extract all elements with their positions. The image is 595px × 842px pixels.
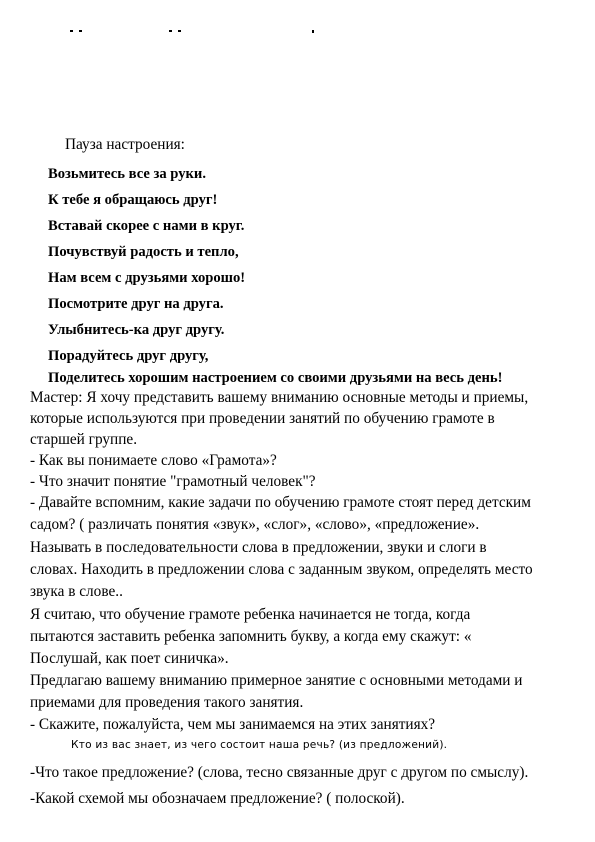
poem-line: Порадуйтесь друг другу, [48, 348, 209, 364]
header-mark [79, 30, 82, 32]
poem-line: Возьмитесь все за руки. [48, 166, 206, 182]
header-mark [169, 30, 172, 32]
poem-line: Посмотрите друг на друга. [48, 296, 224, 312]
body-line: Послушай, как поет синичка». [30, 650, 229, 667]
body-line: - Давайте вспомним, какие задачи по обучению грамоте стоят перед детским [30, 494, 531, 511]
poem-line: Нам всем с друзьями хорошо! [48, 270, 246, 286]
body-line: - Как вы понимаете слово «Грамота»? [30, 452, 277, 469]
section-heading: Пауза настроения: [65, 136, 185, 153]
body-line: - Скажите, пожалуйста, чем мы занимаемся на этих занятиях? [30, 716, 436, 733]
poem-line: К тебе я обращаюсь друг! [48, 192, 218, 208]
body-line: словах. Находить в предложении слова с заданным звуком, определять место [30, 561, 533, 578]
body-line: - Что значит понятие "грамотный человек"? [30, 473, 316, 490]
body-line: пытаются заставить ребенка запомнить букву, а когда ему скажут: « [30, 628, 472, 645]
header-mark [178, 30, 181, 32]
body-line: старшей группе. [30, 431, 138, 448]
body-line: Я считаю, что обучение грамоте ребенка начинается не тогда, когда [30, 606, 471, 623]
header-mark [70, 30, 73, 32]
poem-line: Улыбнитесь-ка друг другу. [48, 322, 225, 338]
body-line: -Какой схемой мы обозначаем предложение? ( полоской). [30, 790, 405, 807]
body-line: которые используются при проведении занятий по обучению грамоте в [30, 410, 495, 427]
poem-line: Поделитесь хорошим настроением со своими друзьями на весь день! [48, 370, 503, 386]
poem-line: Почувствуй радость и тепло, [48, 244, 239, 260]
body-line: Предлагаю вашему вниманию примерное занятие с основными методами и [30, 672, 523, 689]
body-line: Мастер: Я хочу представить вашему вниманию основные методы и приемы, [30, 389, 529, 406]
header-artifact [0, 30, 595, 40]
poem-line: Вставай скорее с нами в круг. [48, 218, 245, 234]
header-mark [312, 30, 314, 33]
body-line: садом? ( различать понятия «звук», «слог», «слово», «предложение». [30, 516, 480, 533]
body-line: звука в слове.. [30, 583, 123, 600]
body-line: -Что такое предложение? (слова, тесно связанные друг с другом по смыслу). [30, 764, 529, 781]
body-line: Называть в последовательности слова в предложении, звуки и слоги в [30, 539, 487, 556]
question-line: Кто из вас знает, из чего состоит наша речь? (из предложений). [71, 739, 448, 751]
body-line: приемами для проведения такого занятия. [30, 694, 304, 711]
